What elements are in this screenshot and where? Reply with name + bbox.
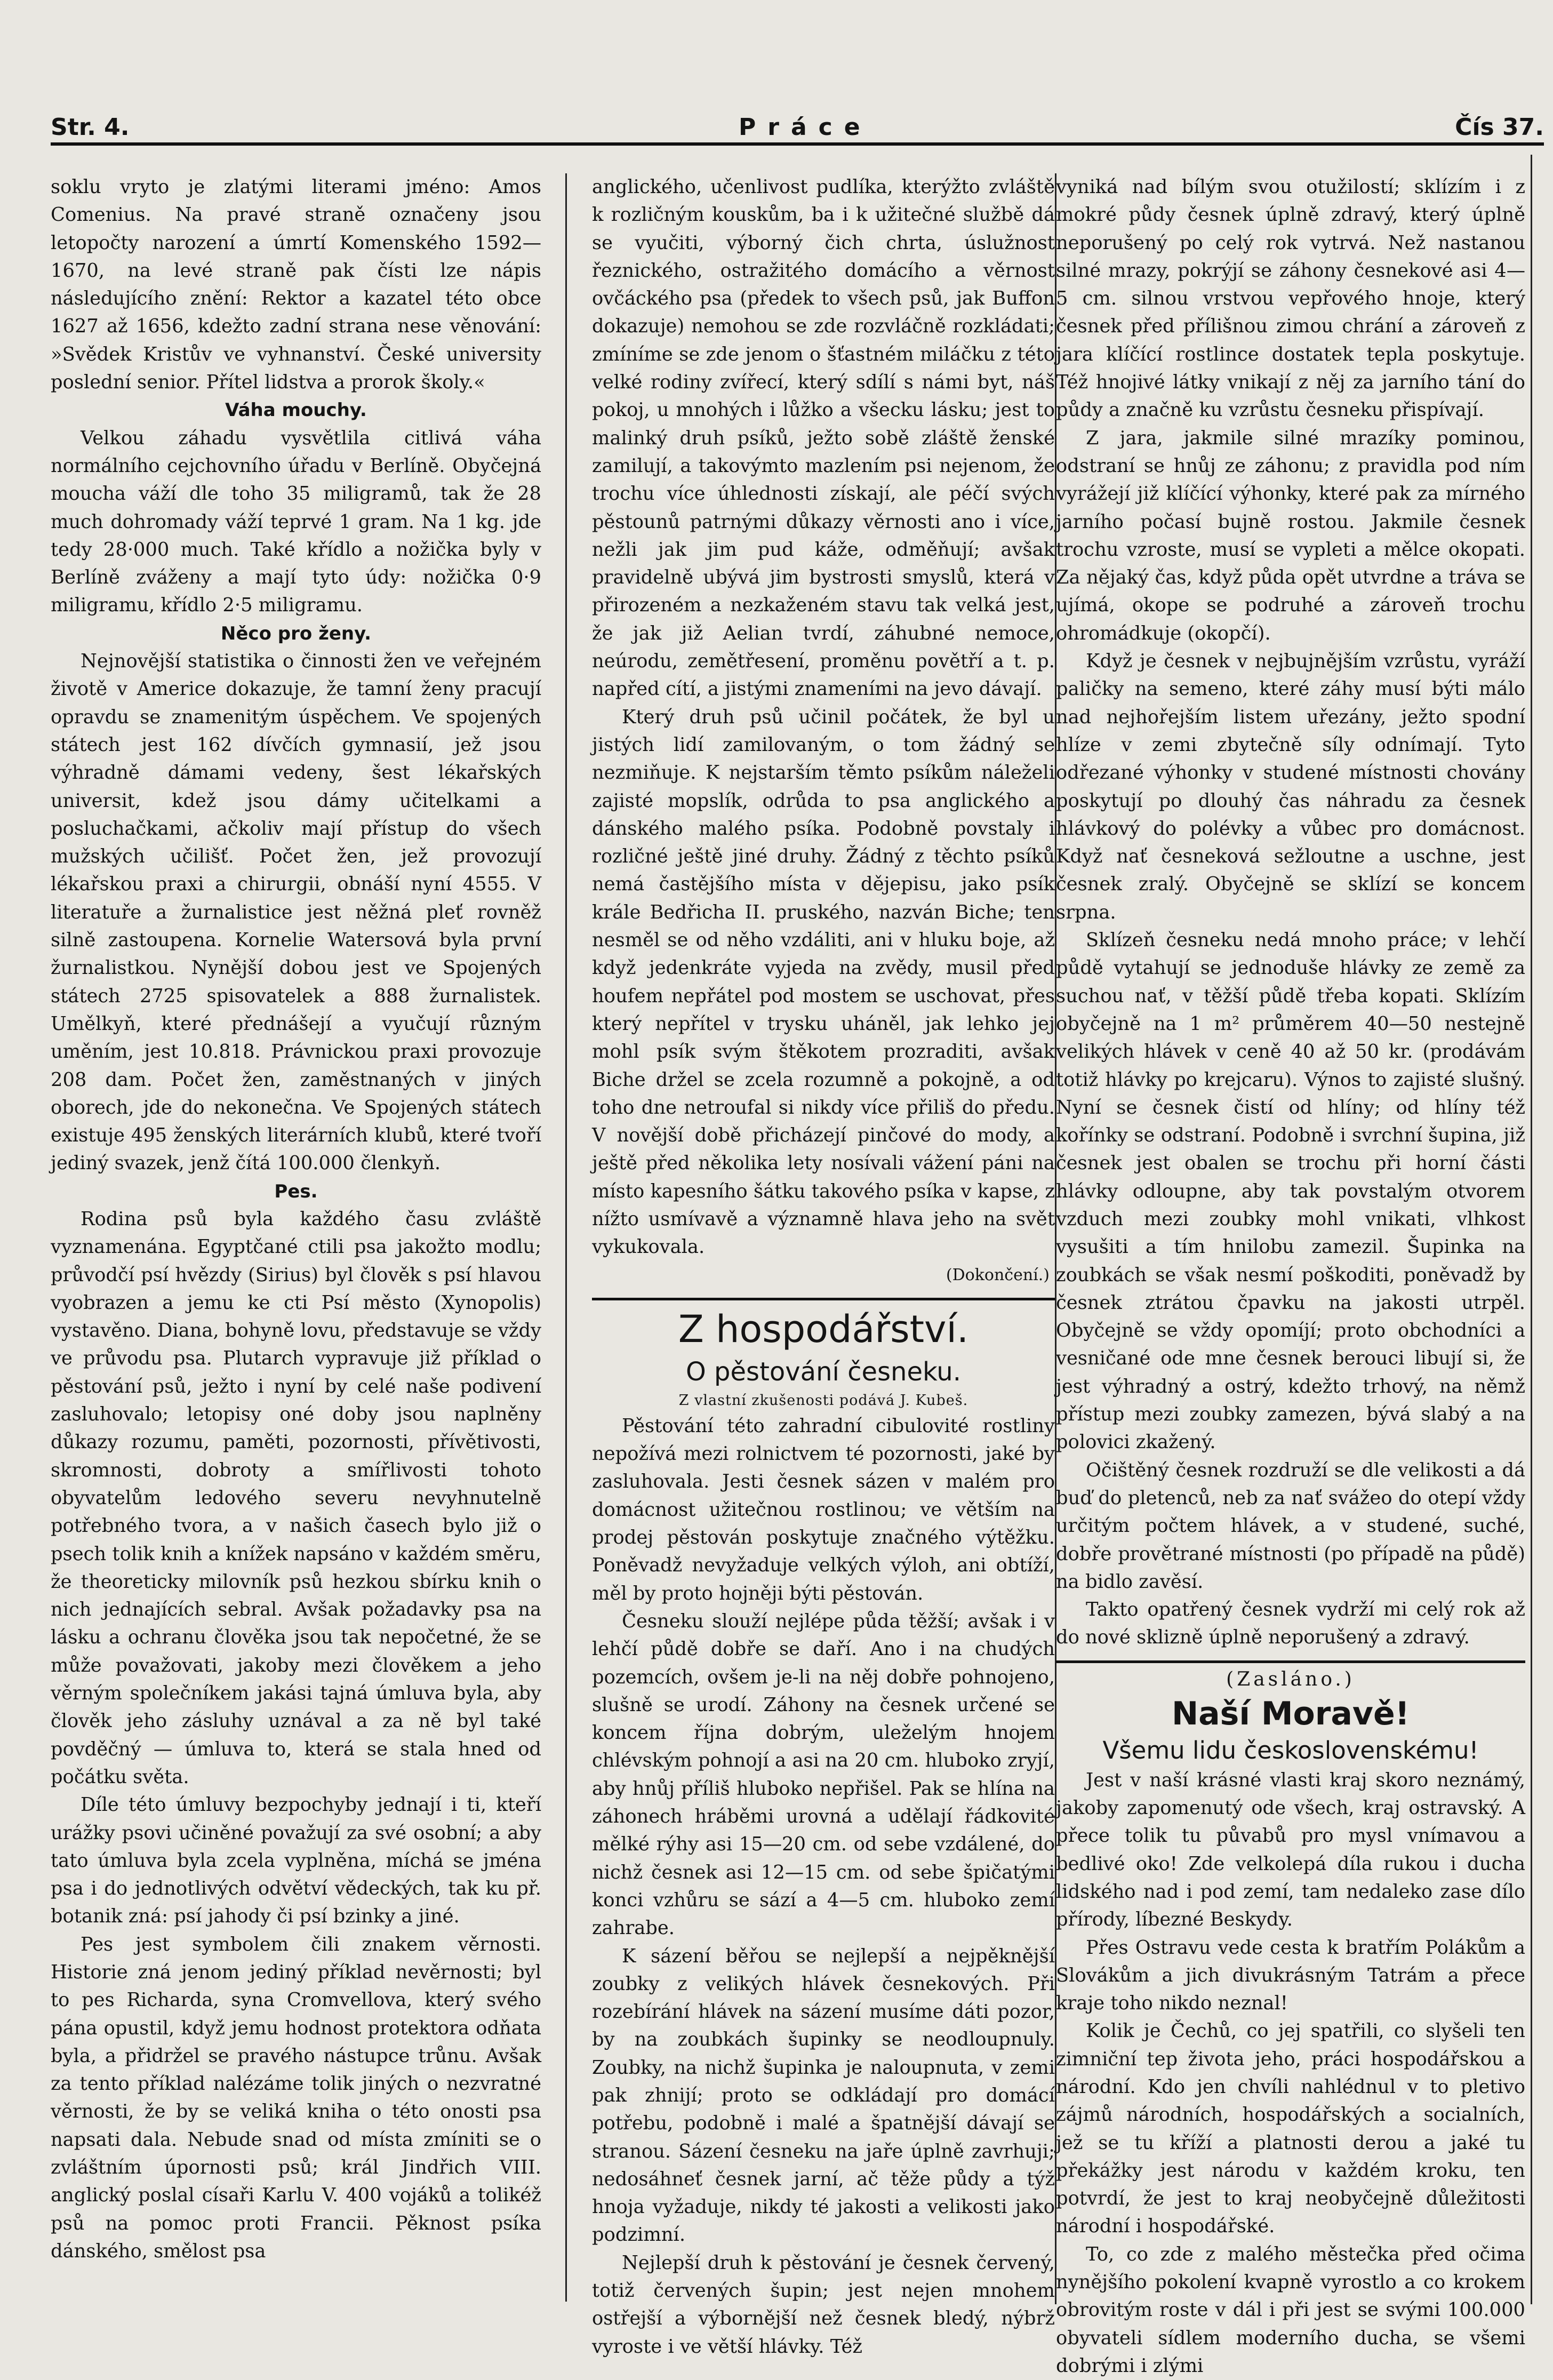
- paragraph: Kolik je Čechů, co jej spatřili, co slyšeli ten zimniční tep života jeho, práci hospodářskou a národní. Kdo jen chvíli nahlédnul v to pletivo zájmů národních, hospodářských a socialních, jež se tu kříží a platnosti derou a jaké tu překážky jest národu v každém kroku, ten potvrdí, že jest to kraj neobyčejně důležitosti národní i hospodářské.: [1056, 2020, 1525, 2238]
- article-title: O pěstování česneku.: [686, 1356, 961, 1387]
- paragraph: Pes jest symbolem čili znakem věrnosti. Historie zná jenom jediný příklad nevěrnosti; byl to pes Richarda, syna Cromvellova, který svého pána opustil, když jemu hodnost protektora odňata byla, a přidržel se pravého nástupce trůnu. Avšak za tento příklad nalézáme tolik jiných o nezvratné věrnosti, že by se veliká kniha o této onosti psa napsati dala. Nebude snad od místa zmíniti se o zvláštním úpornosti psů; král Jindřich VIII. anglický poslal císaři Karlu V. 400 vojáků a tolikéž psů na pomoc proti Francii. Pěknost psíka dánského, smělost psa: [51, 1933, 541, 2262]
- column-3: [1056, 173, 1525, 2377]
- column-divider: [565, 173, 567, 2302]
- paragraph: K sázení běřou se nejlepší a nejpěknější zoubky z velikých hlávek česnekových. Při rozebírání hlávek na sázení musíme dáti pozor, by na zoubkách šupinky se neodloupnuly. Zoubky, na nichž šupinka je naloupnuta, v zemi pak zhnijí; proto se odkládají pro domácí potřebu, podobně i malé a špatnější dávají se stranou. Sázení česneku na jaře úplně zavrhuji; nedosáhneť česnek jarní, ač těže půdy a týž hnoja vyžaduje, nikdy té jakosti a velikosti jako podzimní.: [592, 1945, 1055, 2246]
- zaslano-subtitle: Všemu lidu československému!: [1102, 1736, 1479, 1764]
- section-rule: [592, 1298, 1055, 1300]
- column-2: [592, 173, 1055, 2358]
- paragraph: anglického, učenlivost pudlíka, kterýžto zvláště k rozličným kouskům, ba i k užitečné službě dá se vyučiti, výborný čich chrta, úslužnost řeznického, ostražitého domácího a věrnost ovčáckého psa (předek to všech psů, jak Buffon dokazuje) nemohou se zde rozvláčně rozkládati; zmíníme se zde jenom o šťastném miláčku z této velké rodiny zvířecí, který sdílí s námi byt, náš pokoj, u mnohých i lůžko a všecku lásku; jest to malinký druh psíků, ježto sobě zláště ženské zamilují, a takovýmto mazlením psi nejenom, že trochu více úhlednosti získají, ale péčí svých pěstounů patrnými důkazy věrnosti ano i více, nežli jak jim pud káže, odměňují; avšak pravidelně ubývá jim bystrosti smyslů, která v přirozeném a nezkaženém stavu tak velká jest, že jak již Aelian tvrdí, záhubné nemoce, neúrodu, zemětřesení, proměnu povětří a t. p. napřed cítí, a jistými znameními na jevo dávají.: [592, 176, 1055, 700]
- paragraph: Takto opatřený česnek vydrží mi celý rok až do nové sklizně úplně neporušený a zdravý.: [1056, 1599, 1525, 1649]
- page-number: Str. 4.: [51, 114, 130, 141]
- issue-number: Čís 37.: [1455, 114, 1544, 141]
- paragraph: vyniká nad bílým svou otužilostí; sklízím i z mokré půdy česnek úplně zdravý, který úplně neporušený po celý rok vytrvá. Než nastanou silné mrazy, pokrýjí se záhony česnekové asi 4—5 cm. silnou vrstvou vepřového hnoje, který česnek před přílišnou zimou chrání a zároveň z jara klíčící rostlince dostatek tepla poskytuje. Též hnojivé látky vnikají z něj za jarního tání do půdy a značně ku vzrůstu česneku přispívají.: [1056, 176, 1525, 421]
- subheading-pes: Pes.: [274, 1180, 318, 1202]
- paragraph: Velkou záhadu vysvětlila citlivá váha normálního cejchovního úřadu v Berlíně. Obyčejná moucha váží dle toho 35 miligramů, tak že 28 much dohromady váží teprvé 1 gram. Na 1 kg. jde tedy 28·000 much. Také křídlo a nožička byly v Berlíně zváženy a mají tyto údy: nožička 0·9 miligramu, křídlo 2·5 miligramu.: [51, 427, 541, 617]
- paragraph: Který druh psů učinil počátek, že byl u jistých lidí zamilovaným, o tom žádný se nezmiňuje. K nejstarším těmto psíkům náleželi zajisté mopslík, odrůda to psa anglického a dánského malého psíka. Podobně povstaly i rozličné ještě jiné druhy. Žádný z těchto psíků nemá častějšího místa v dějepisu, jako psík krále Bedřicha II. pruského, nazván Biche; ten nesměl se od něho vzdáliti, ani v hluku boje, až když jedenkráte vyjeda na zvědy, musil před houfem nepřátel pod mostem se uschovat, přes který nepřítel v trysku uháněl, jak lehko jej mohl psík svým štěkotem prozraditi, avšak Biche držel se zcela rozumně a pokojně, a od toho dne netroufal si nikdy více přiliš do předu. V novější době přicházejí pinčové do mody, a ještě před několika lety nosívali vážení páni na místo kapesního šátku takového psíka v kapse, z nížto usmívavě a významně hlava jeho na svět vykukovala.: [592, 706, 1055, 1258]
- paragraph: To, co zde z malého městečka před očima nynějšího pokolení kvapně vyrostlo a co krokem obrovitým roste v dál i při jest se svými 100.000 obyvateli sídlem moderního ducha, se všemi dobrými i zlými: [1056, 2243, 1525, 2377]
- subheading-zeny: Něco pro ženy.: [220, 622, 372, 644]
- newspaper-title: Práce: [739, 114, 872, 141]
- paragraph: Díle této úmluvy bezpochyby jednají i ti, kteří urážky psovi učiněné považují za své osobní; a aby tato úmluva byla zcela vyplněna, míchá se jména psa i do jednotlivých odvětví vědeckých, tak ku př. botanik zná: psí jahody či psí bzinky a jiné.: [51, 1794, 541, 1928]
- paragraph: Přes Ostravu vede cesta k bratřím Polákům a Slovákům a jich divukrásným Tatrám a přece kraje toho nikdo neznal!: [1056, 1936, 1525, 2015]
- continuation-note: (Dokončení.): [946, 1265, 1050, 1284]
- paragraph: Nejlepší druh k pěstování je česnek červený, totiž červených šupin; jest nejen mnohem ostřejší a výbornější než česnek bledý, nýbrž vyroste i ve větší hlávky. Též: [592, 2251, 1055, 2358]
- paragraph: Když je česnek v nejbujnějším vzrůstu, vyráží paličky na semeno, které záhy musí býti málo nad nejhořejším listem uřezány, ježto spodní hlíze v zemi zbytečně síly odnímají. Tyto odřezané výhonky v studené místnosti chovány poskytují po dlouhý čas náhradu za česnek hlávkový do polévky a vůbec pro domácnost. Když nať česneková sežloutne a uschne, jest česnek zralý. Obyčejně se sklízí se koncem srpna.: [1056, 650, 1525, 923]
- paragraph: Rodina psů byla každého času zvláště vyznamenána. Egyptčané ctili psa jakožto modlu; průvodčí psí hvězdy (Sirius) byl člověk s psí hlavou vyobrazen a jemu ke cti Psí město (Xynopolis) vystavěno. Diana, bohyně lovu, představuje se vždy ve průvodu psa. Plutarch vypravuje již příklad o pěstování psů, ježto i nyní by celé naše podivení zasluhovalo; letopisy oné doby jsou naplněny důkazy rozumu, paměti, pozornosti, přívětivosti, skromnosti, dobroty a smířlivosti tohoto obyvatelům ledového severu nevyhnutelně potřebného tvora, a v našich časech bylo již o psech tolik knih a knížek napsáno v každém směru, že theoreticky milovník psů hezkou sbírku knih o nich jednajících sebral. Avšak požadavky psa na lásku a ochranu člověka jsou tak nepočetné, že se může považovati, jakoby mezi člověkem a jeho věrným společníkem jakási tajná úmluva byla, aby člověk jeho zásluhy uznával a za ně byl také povděčný — úmluva to, která se stala hned od počátku světa.: [51, 1208, 541, 1788]
- byline: Z vlastní zkušenosti podává J. Kubeš.: [678, 1392, 968, 1409]
- zaslano-title: Naší Moravě!: [1171, 1695, 1410, 1732]
- column-divider: [1531, 155, 1532, 2304]
- paragraph: Sklízeň česneku nedá mnoho práce; v lehčí půdě vytahují se jednoduše hlávky ze země za suchou nať, v těžší půdě třeba kopati. Sklízím obyčejně na 1 m² průměrem 40—50 nestejně velikých hlávek v ceně 40 až 50 kr. (prodávám totiž hlávky po krejcaru). Výnos to zajisté slušný. Nyní se česnek čistí od hlíny; od hlíny též kořínky se odstraní. Podobně i svrchní šupina, již česnek jest obalen se trochu při horní části hlávky odloupne, aby tak povstalým otvorem vzduch mezi zoubky mohl vnikati, vlhkost vysušiti a tím hnilobu zamezil. Šupinka na zoubkách se však nesmí poškoditi, poněvadž by česnek ztrátou čpavku na jakosti utrpěl. Obyčejně se vždy opomíjí; proto obchodníci a vesničané ode mne česnek berouci libují si, že jest výhradný a ostrý, kdežto trhový, na němž přístup mezi zoubky zamezen, bývá slabý a na polovici zkažený.: [1056, 929, 1525, 1453]
- paragraph: Jest v naší krásné vlasti kraj skoro neznámý, jakoby zapomenutý ode všech, kraj ostravský. A přece tolik tu půvabů pro mysl vnímavou a bedlivé oko! Zde velkolepá díla rukou i ducha lidského nad i pod zemí, tam nedaleko zase dílo přírody, líbezné Beskydy.: [1056, 1769, 1525, 1931]
- paragraph: soklu vryto je zlatými literami jméno: Amos Comenius. Na pravé straně označeny jsou letopočty narození a úmrtí Komenského 1592—1670, na levé straně pak čísti lze nápis následujícího znění: Rektor a kazatel této obce 1627 až 1656, kdežto zadní strana nese věnování: »Svědek Kristův ve vyhnanství. České university poslední senior. Přítel lidstva a prorok školy.«: [51, 176, 541, 394]
- column-1: [51, 173, 541, 2302]
- paragraph: Česneku slouží nejlépe půda těžší; avšak i v lehčí půdě dobře se daří. Ano i na chudých pozemcích, ovšem je-li na něj dobře pohnojeno, slušně se urodí. Záhony na česnek určené se koncem října dobrým, uleželým hnojem chlévským pohnojí a asi na 20 cm. hluboko zryjí, aby hnůj příliš hluboko nepřišel. Pak se hlína na záhonech hráběmi urovná a udělají řádkovité mělké rýhy asi 15—20 cm. od sebe vzdálené, do nichž česnek asi 12—15 cm. od sebe špičatými konci vzhůru se sází a 4—5 cm. hluboko zemí zahrabe.: [592, 1610, 1055, 1939]
- section-rule: [1056, 1660, 1525, 1663]
- subheading-mouchy: Váha mouchy.: [225, 400, 367, 421]
- zaslano-tag: (Zasláno.): [1226, 1668, 1355, 1690]
- section-title: Z hospodářství.: [678, 1307, 969, 1351]
- page-header: [51, 109, 1544, 147]
- header-rule: [51, 142, 1544, 146]
- paragraph: Z jara, jakmile silné mrazíky pominou, odstraní se hnůj ze záhonu; z pravidla pod ním vyrážejí již klíčící výhonky, které pak za mírného jarního počasí bujně rostou. Jakmile česnek trochu vzroste, musí se vypleti a mělce okopati. Za nějaký čas, když půda opět utvrdne a tráva se ujímá, okope se podruhé a zároveň trochu ohromádkuje (okopčí).: [1056, 427, 1525, 644]
- paragraph: Očištěný česnek rozdruží se dle velikosti a dá buď do pletenců, neb za nať svážeo do otepí vždy určitým počtem hlávek, a v studené, suché, dobře provětrané místnosti (po případě na půdě) na bidlo zavěsí.: [1056, 1459, 1525, 1593]
- paragraph: Pěstování této zahradní cibulovité rostliny nepožívá mezi rolnictvem té pozornosti, jaké by zasluhovala. Jesti česnek sázen v malém pro domácnost užitečnou rostlinou; ve větším na prodej pěstován poskytuje značného výtěžku. Poněvadž nevyžaduje velkých výloh, ani obtíží, měl by proto hojněji býti pěstován.: [592, 1415, 1055, 1604]
- paragraph: Nejnovější statistika o činnosti žen ve veřejném životě v Americe dokazuje, že tamní ženy pracují opravdu se znamenitým úspěchem. Ve spojených státech jest 162 dívčích gymnasií, jež jsou výhradně dámami vedeny, šest lékařských universit, kdež jsou dámy učitelkami a posluchačkami, ačkoliv mají přístup do všech mužských učilišť. Počet žen, jež provozují lékařskou praxi a chirurgii, obnáší nyní 4555. V literatuře a žurnalistice jest něžná pleť rovněž silně zastoupena. Kornelie Watersová byla první žurnalistkou. Nynější dobou jest ve Spojených státech 2725 spisovatelek a 888 žurnalistek. Umělkyň, které přednášejí a vyučují různým uměním, jest 10.818. Právnickou praxi provozuje 208 dam. Počet žen, zaměstnaných v jiných oborech, jde do nekonečna. Ve Spojených státech existuje 495 ženských literárních klubů, které tvoří jediný svazek, jenž čítá 100.000 členkyň.: [51, 650, 541, 1175]
